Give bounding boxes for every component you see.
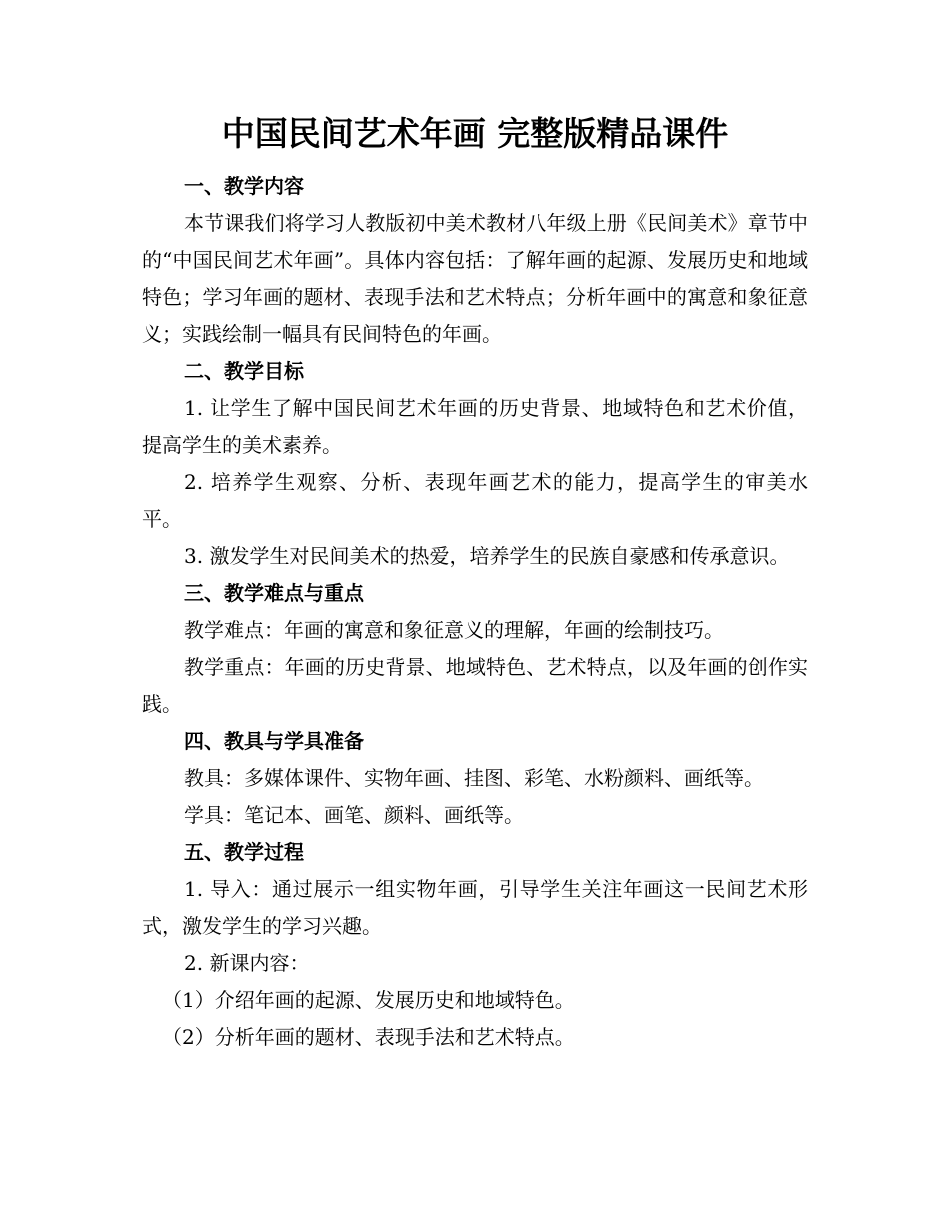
paragraph: 本节课我们将学习人教版初中美术教材八年级上册《民间美术》章节中的“中国民间艺术年画”。具体内容包括：了解年画的起源、发展历史和地域特色；学习年画的题材、表现手法和艺术特点；分析年画中的寓意和象征意义；实践绘制一幅具有民间特色的年画。 xyxy=(142,211,808,346)
document-page xyxy=(142,112,808,1056)
section-tools-preparation xyxy=(142,723,808,834)
section-heading: 四、教具与学具准备 xyxy=(184,729,364,753)
section-heading: 五、教学过程 xyxy=(184,840,304,864)
paragraph: 教学重点：年画的历史背景、地域特色、艺术特点，以及年画的创作实践。 xyxy=(142,655,808,716)
section-teaching-goals xyxy=(142,353,808,575)
paragraph: 教具：多媒体课件、实物年画、挂图、彩笔、水粉颜料、画纸等。 xyxy=(184,766,764,790)
section-heading: 二、教学目标 xyxy=(184,359,304,383)
sub-item: （2）分析年画的题材、表现手法和艺术特点。 xyxy=(162,1025,575,1049)
section-difficulties-keypoints xyxy=(142,575,808,723)
section-teaching-content xyxy=(142,168,808,353)
paragraph: 2. 培养学生观察、分析、表现年画艺术的能力，提高学生的审美水平。 xyxy=(142,470,808,531)
paragraph: 3. 激发学生对民间美术的热爱，培养学生的民族自豪感和传承意识。 xyxy=(184,544,790,568)
paragraph: 学具：笔记本、画笔、颜料、画纸等。 xyxy=(184,803,524,827)
sub-item: （1）介绍年画的起源、发展历史和地域特色。 xyxy=(162,988,575,1012)
paragraph: 1. 让学生了解中国民间艺术年画的历史背景、地域特色和艺术价值，提高学生的美术素养。 xyxy=(142,396,808,457)
section-teaching-process xyxy=(142,834,808,1056)
paragraph: 1. 导入：通过展示一组实物年画，引导学生关注年画这一民间艺术形式，激发学生的学习兴趣。 xyxy=(142,877,808,938)
section-heading: 一、教学内容 xyxy=(184,174,304,198)
section-heading: 三、教学难点与重点 xyxy=(184,581,364,605)
document-title: 中国民间艺术年画 完整版精品课件 xyxy=(221,114,729,153)
paragraph: 教学难点：年画的寓意和象征意义的理解，年画的绘制技巧。 xyxy=(184,618,724,642)
paragraph: 2. 新课内容： xyxy=(184,951,310,975)
